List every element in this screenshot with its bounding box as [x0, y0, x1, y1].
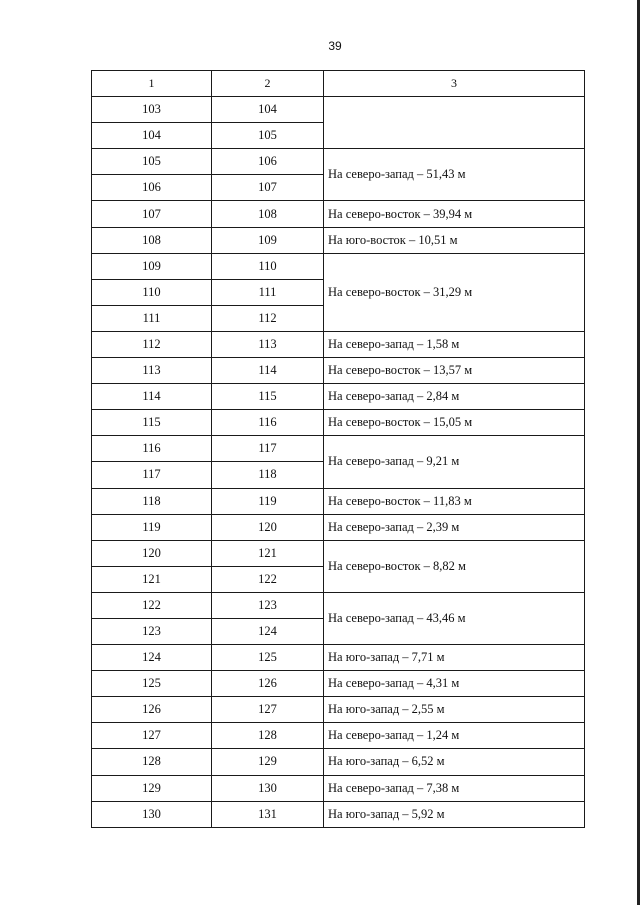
from-point-cell: 119	[92, 514, 212, 540]
from-point-cell: 111	[92, 305, 212, 331]
from-point-cell: 110	[92, 279, 212, 305]
direction-distance-cell: На северо-восток – 13,57 м	[324, 358, 585, 384]
table-row	[92, 149, 585, 175]
direction-distance-cell: На северо-восток – 11,83 м	[324, 488, 585, 514]
direction-distance-cell: На северо-запад – 51,43 м	[324, 149, 585, 201]
direction-distance-cell: На северо-запад – 1,58 м	[324, 331, 585, 357]
to-point-cell: 115	[212, 384, 324, 410]
from-point-cell: 126	[92, 697, 212, 723]
table-row	[92, 201, 585, 227]
table-row	[92, 540, 585, 566]
from-point-cell: 118	[92, 488, 212, 514]
table-header	[92, 71, 585, 97]
direction-distance-cell	[324, 97, 585, 149]
from-point-cell: 112	[92, 331, 212, 357]
to-point-cell: 118	[212, 462, 324, 488]
direction-distance-cell: На северо-запад – 2,39 м	[324, 514, 585, 540]
from-point-cell: 123	[92, 618, 212, 644]
to-point-cell: 105	[212, 123, 324, 149]
to-point-cell: 122	[212, 566, 324, 592]
to-point-cell: 127	[212, 697, 324, 723]
direction-distance-cell: На северо-запад – 43,46 м	[324, 592, 585, 644]
from-point-cell: 116	[92, 436, 212, 462]
to-point-cell: 111	[212, 279, 324, 305]
to-point-cell: 131	[212, 801, 324, 827]
table-row	[92, 514, 585, 540]
from-point-cell: 115	[92, 410, 212, 436]
to-point-cell: 106	[212, 149, 324, 175]
direction-distance-cell: На юго-запад – 6,52 м	[324, 749, 585, 775]
from-point-cell: 103	[92, 97, 212, 123]
to-point-cell: 128	[212, 723, 324, 749]
table-row	[92, 488, 585, 514]
from-point-cell: 128	[92, 749, 212, 775]
to-point-cell: 112	[212, 305, 324, 331]
table-body	[92, 97, 585, 828]
table-row	[92, 723, 585, 749]
table-row	[92, 253, 585, 279]
table-row	[92, 358, 585, 384]
from-point-cell: 127	[92, 723, 212, 749]
to-point-cell: 119	[212, 488, 324, 514]
table-row	[92, 436, 585, 462]
table-row	[92, 592, 585, 618]
from-point-cell: 113	[92, 358, 212, 384]
direction-distance-cell: На северо-запад – 9,21 м	[324, 436, 585, 488]
direction-distance-cell: На юго-восток – 10,51 м	[324, 227, 585, 253]
from-point-cell: 121	[92, 566, 212, 592]
from-point-cell: 106	[92, 175, 212, 201]
from-point-cell: 114	[92, 384, 212, 410]
table-row	[92, 697, 585, 723]
direction-distance-cell: На северо-запад – 7,38 м	[324, 775, 585, 801]
from-point-cell: 122	[92, 592, 212, 618]
table-row	[92, 227, 585, 253]
direction-distance-cell: На северо-восток – 15,05 м	[324, 410, 585, 436]
to-point-cell: 113	[212, 331, 324, 357]
to-point-cell: 104	[212, 97, 324, 123]
from-point-cell: 124	[92, 645, 212, 671]
direction-distance-cell: На северо-восток – 39,94 м	[324, 201, 585, 227]
table-row	[92, 410, 585, 436]
from-point-cell: 104	[92, 123, 212, 149]
to-point-cell: 129	[212, 749, 324, 775]
to-point-cell: 117	[212, 436, 324, 462]
from-point-cell: 125	[92, 671, 212, 697]
direction-distance-cell: На юго-запад – 2,55 м	[324, 697, 585, 723]
direction-distance-cell: На северо-восток – 8,82 м	[324, 540, 585, 592]
direction-distance-cell: На юго-запад – 7,71 м	[324, 645, 585, 671]
from-point-cell: 120	[92, 540, 212, 566]
from-point-cell: 130	[92, 801, 212, 827]
direction-distance-cell: На северо-запад – 4,31 м	[324, 671, 585, 697]
direction-distance-cell: На северо-запад – 2,84 м	[324, 384, 585, 410]
table-row	[92, 97, 585, 123]
to-point-cell: 130	[212, 775, 324, 801]
table-row	[92, 331, 585, 357]
direction-distance-cell: На юго-запад – 5,92 м	[324, 801, 585, 827]
from-point-cell: 107	[92, 201, 212, 227]
to-point-cell: 125	[212, 645, 324, 671]
table-row	[92, 749, 585, 775]
page-number: 39	[328, 39, 342, 53]
table-row	[92, 775, 585, 801]
column-header-3: 3	[324, 71, 585, 97]
to-point-cell: 114	[212, 358, 324, 384]
to-point-cell: 108	[212, 201, 324, 227]
column-header-2: 2	[212, 71, 324, 97]
table-row	[92, 384, 585, 410]
to-point-cell: 124	[212, 618, 324, 644]
to-point-cell: 110	[212, 253, 324, 279]
table-row	[92, 671, 585, 697]
direction-distance-cell: На северо-запад – 1,24 м	[324, 723, 585, 749]
to-point-cell: 126	[212, 671, 324, 697]
to-point-cell: 116	[212, 410, 324, 436]
to-point-cell: 107	[212, 175, 324, 201]
to-point-cell: 121	[212, 540, 324, 566]
header-row	[92, 71, 585, 97]
to-point-cell: 123	[212, 592, 324, 618]
to-point-cell: 120	[212, 514, 324, 540]
boundary-table	[91, 70, 585, 828]
from-point-cell: 117	[92, 462, 212, 488]
table-row	[92, 645, 585, 671]
from-point-cell: 105	[92, 149, 212, 175]
to-point-cell: 109	[212, 227, 324, 253]
table-row	[92, 801, 585, 827]
direction-distance-cell: На северо-восток – 31,29 м	[324, 253, 585, 331]
from-point-cell: 109	[92, 253, 212, 279]
column-header-1: 1	[92, 71, 212, 97]
from-point-cell: 129	[92, 775, 212, 801]
from-point-cell: 108	[92, 227, 212, 253]
